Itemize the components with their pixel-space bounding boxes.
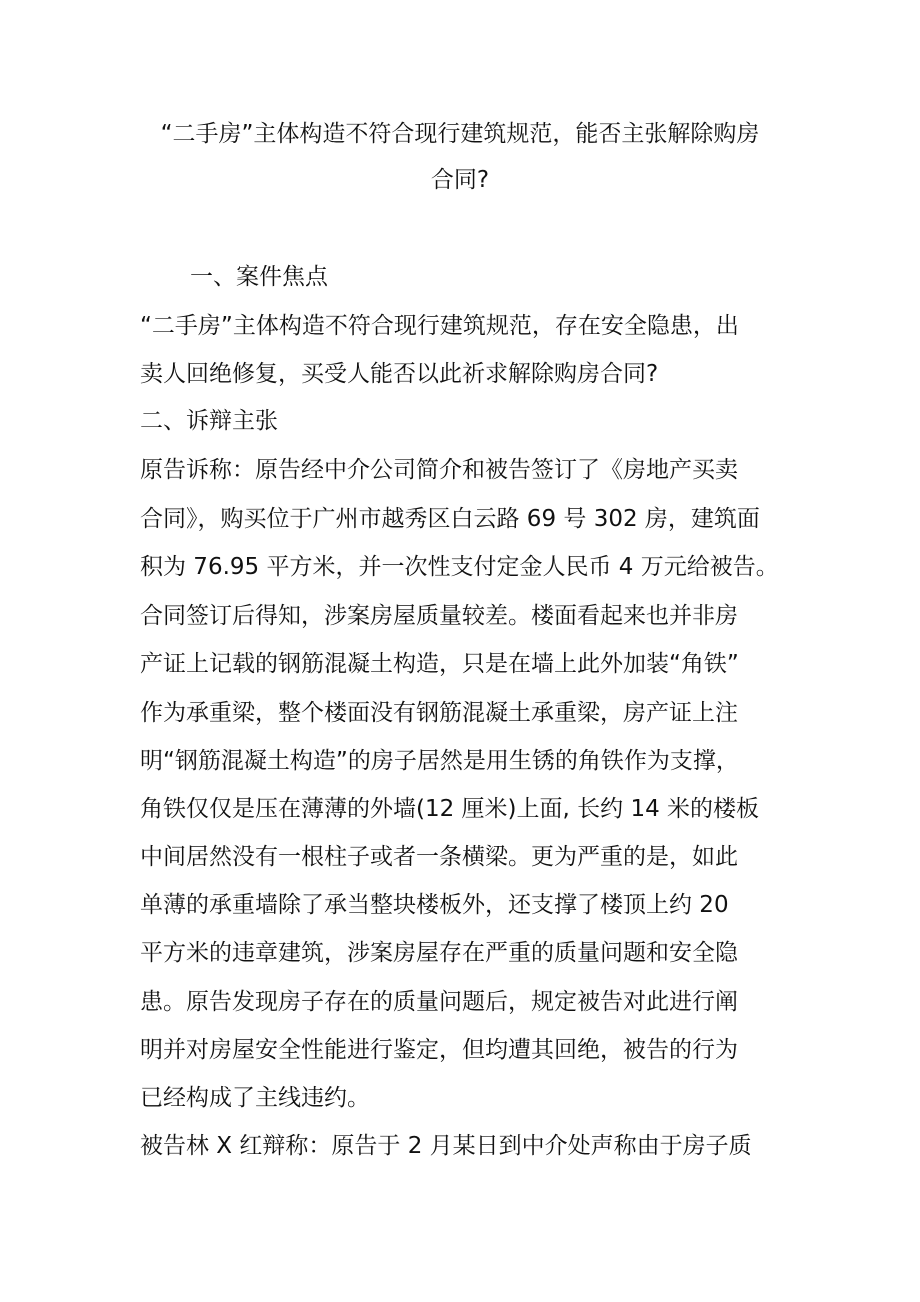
plaintiff-line: 单薄的承重墙除了承当整块楼板外，还支撑了楼顶上约 20	[140, 892, 729, 918]
section-heading-focus: 一、案件焦点	[190, 264, 328, 290]
section-heading-claims: 二、诉辩主张	[140, 408, 278, 434]
plaintiff-line: 作为承重梁，整个楼面没有钢筋混凝土承重梁，房产证上注	[140, 700, 738, 726]
plaintiff-line: 角铁仅仅是压在薄薄的外墙(12 厘米)上面, 长约 14 米的楼板	[140, 796, 760, 822]
document-title-line-1: “二手房”主体构造不符合现行建筑规范，能否主张解除购房	[160, 121, 760, 147]
plaintiff-line: 合同》，购买位于广州市越秀区白云路 69 号 302 房，建筑面	[140, 506, 760, 532]
plaintiff-line: 已经构成了主线违约。	[140, 1085, 370, 1111]
plaintiff-line: 明并对房屋安全性能进行鉴定，但均遭其回绝，被告的行为	[140, 1037, 738, 1063]
plaintiff-line: 平方米的违章建筑，涉案房屋存在严重的质量问题和安全隐	[140, 940, 738, 966]
focus-line: “二手房”主体构造不符合现行建筑规范，存在安全隐患，出	[140, 313, 739, 339]
plaintiff-line: 患。原告发现房子存在的质量问题后，规定被告对此进行阐	[140, 989, 738, 1015]
plaintiff-line: 原告诉称：原告经中介公司简介和被告签订了《房地产买卖	[140, 457, 738, 483]
document-title-line-2: 合同?	[430, 167, 490, 193]
focus-line: 卖人回绝修复，买受人能否以此祈求解除购房合同?	[140, 361, 659, 387]
plaintiff-line: 中间居然没有一根柱子或者一条横梁。更为严重的是，如此	[140, 844, 738, 870]
plaintiff-line: 积为 76.95 平方米，并一次性支付定金人民币 4 万元给被告。	[140, 554, 779, 580]
defendant-line: 被告林 X 红辩称：原告于 2 月某日到中介处声称由于房子质	[140, 1133, 752, 1159]
plaintiff-line: 合同签订后得知，涉案房屋质量较差。楼面看起来也并非房	[140, 603, 738, 629]
plaintiff-line: 产证上记载的钢筋混凝土构造，只是在墙上此外加装“角铁”	[140, 651, 739, 677]
plaintiff-line: 明“钢筋混凝土构造”的房子居然是用生锈的角铁作为支撑，	[140, 748, 739, 774]
